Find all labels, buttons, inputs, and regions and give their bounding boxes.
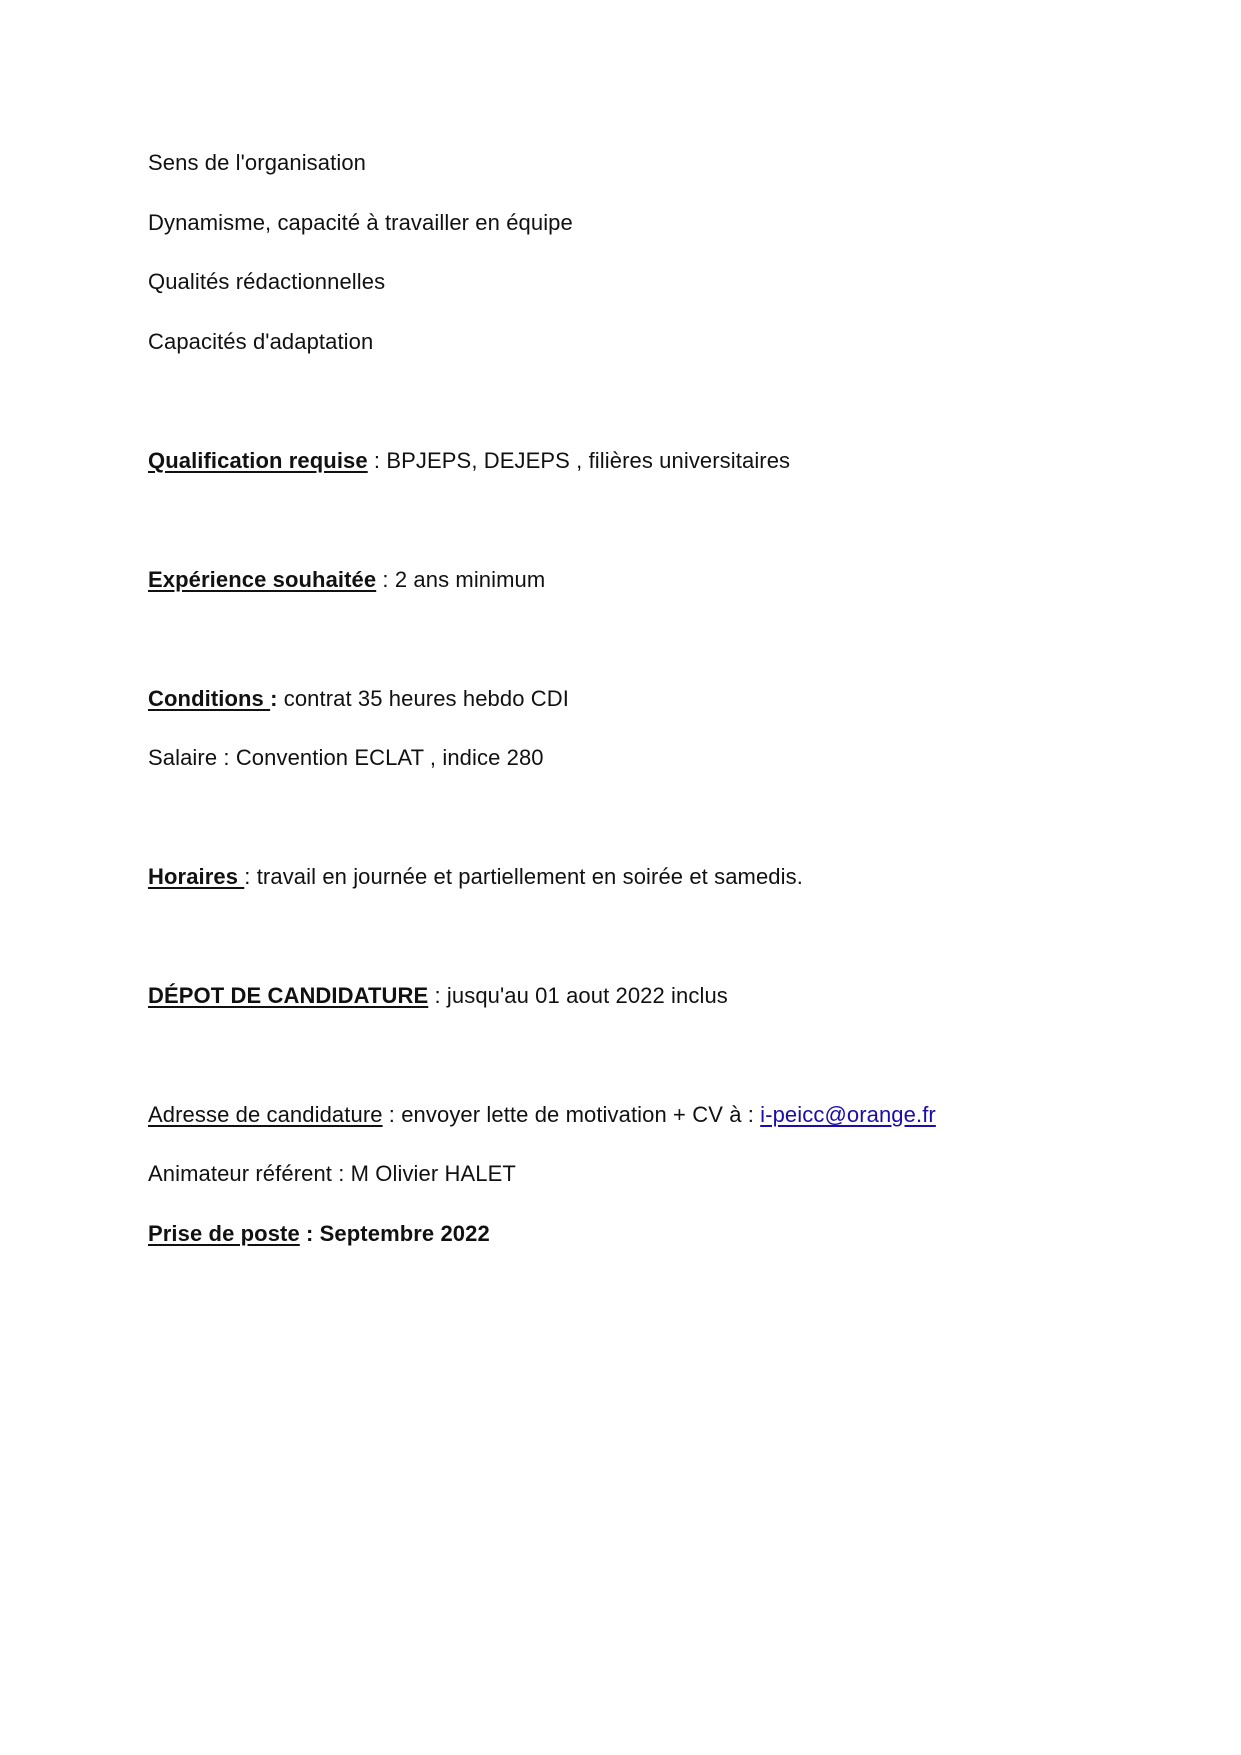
schedule-line — [148, 862, 803, 892]
quality-item: Capacités d'adaptation — [148, 329, 374, 354]
deadline-label: DÉPOT DE CANDIDATURE — [148, 983, 429, 1008]
schedule-value: travail en journée et partiellement en soirée et samedis. — [256, 864, 803, 889]
quality-item: Qualités rédactionnelles — [148, 269, 386, 294]
qualification-separator: : — [367, 448, 387, 473]
referent-line: Animateur référent : M Olivier HALET — [148, 1161, 516, 1186]
address-value: envoyer lette de motivation + CV à : — [401, 1102, 761, 1127]
quality-item: Sens de l'organisation — [148, 150, 366, 175]
experience-line — [148, 565, 545, 595]
qualification-line — [148, 446, 790, 476]
conditions-label: Conditions — [148, 686, 271, 711]
start-date-line — [148, 1219, 490, 1249]
email-link[interactable]: i-peicc@orange.fr — [760, 1102, 936, 1127]
deadline-value: jusqu'au 01 aout 2022 inclus — [446, 983, 728, 1008]
application-deadline-line — [148, 981, 728, 1011]
experience-value: 2 ans minimum — [394, 567, 546, 592]
address-separator: : — [382, 1102, 402, 1127]
start-date-label: Prise de poste — [148, 1221, 300, 1246]
experience-label: Expérience souhaitée — [148, 567, 377, 592]
salary-line: Salaire : Convention ECLAT , indice 280 — [148, 745, 544, 770]
experience-separator: : — [376, 567, 395, 592]
deadline-separator: : — [428, 983, 447, 1008]
quality-item: Dynamisme, capacité à travailler en équipe — [148, 210, 573, 235]
qualification-label: Qualification requise — [148, 448, 368, 473]
application-address-line — [148, 1100, 936, 1130]
start-date-value: Septembre 2022 — [319, 1221, 490, 1246]
qualification-value: BPJEPS, DEJEPS , filières universitaires — [386, 448, 791, 473]
address-label: Adresse de candidature — [148, 1102, 383, 1127]
schedule-separator: : — [244, 864, 257, 889]
schedule-label: Horaires — [148, 864, 245, 889]
conditions-value: contrat 35 heures hebdo CDI — [283, 686, 569, 711]
conditions-line — [148, 684, 569, 714]
conditions-separator: : — [270, 686, 284, 711]
start-date-separator: : — [299, 1221, 320, 1246]
